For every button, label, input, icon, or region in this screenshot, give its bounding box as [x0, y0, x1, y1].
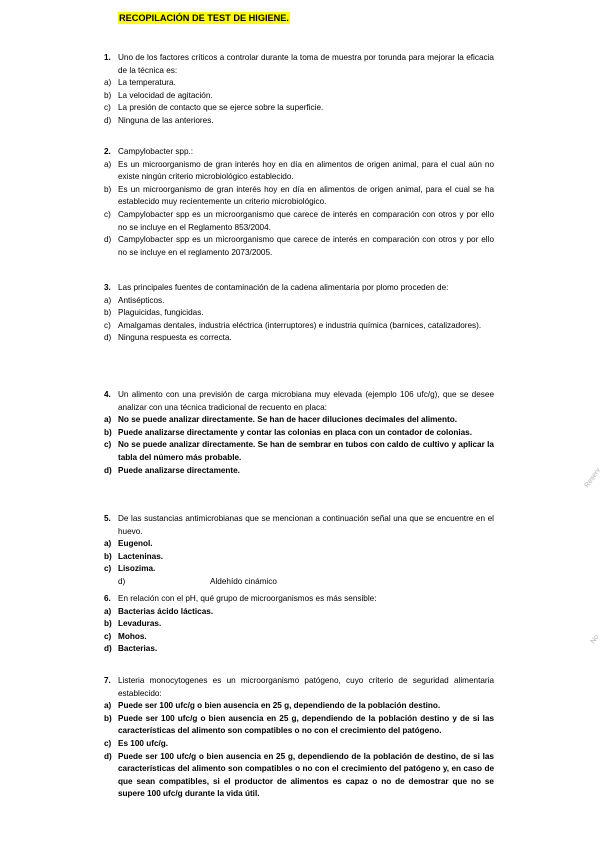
- option-letter: b): [104, 90, 112, 100]
- option-c: [104, 320, 494, 333]
- option-text: Campylobacter spp es un microorganismo que carece de interés en comparación con otros y por ello no se incluye en el Reglamento 853/2004.: [118, 209, 494, 232]
- option-letter: c): [104, 440, 112, 450]
- question-text: Listeria monocytogenes es un microorganismo patógeno, cuyo criterio de seguridad alimentaria establecido:: [118, 676, 494, 698]
- question-stem: [104, 675, 494, 700]
- watermark-text: Reserv: [583, 466, 603, 490]
- option-text: No se puede analizar directamente. Se han de hacer diluciones decimales del alimento.: [118, 415, 457, 425]
- option-text: Es un microorganismo de gran interés hoy en día en alimentos de origen animal, para el cual se ha establecido muy recientemente un criterio microbiológico.: [118, 184, 494, 207]
- question-4: [104, 389, 494, 477]
- question-stem: [104, 282, 494, 295]
- option-a: [104, 606, 494, 619]
- question-number: 6.: [104, 594, 111, 603]
- option-text: La temperatura.: [118, 78, 176, 88]
- question-text: Campylobacter spp.:: [118, 147, 194, 156]
- option-letter: a): [104, 78, 112, 88]
- option-text: La presión de contacto que se ejerce sobre la superficie.: [118, 103, 324, 113]
- option-letter: b): [104, 427, 112, 437]
- option-letter: b): [104, 551, 112, 561]
- question-stem: [104, 52, 494, 77]
- option-text: Levaduras.: [118, 619, 162, 629]
- option-c: [104, 738, 494, 751]
- option-d: [104, 751, 494, 801]
- option-text: Ninguna respuesta es correcta.: [118, 333, 232, 343]
- option-b: [104, 184, 494, 209]
- option-letter: a): [104, 701, 112, 711]
- option-b: [104, 551, 494, 564]
- option-c: [104, 631, 494, 644]
- option-text: Plaguicidas, fungicidas.: [118, 308, 204, 318]
- question-5: [104, 513, 494, 589]
- option-text: Lacteninas.: [118, 551, 164, 561]
- option-letter: a): [104, 606, 112, 616]
- option-letter: b): [104, 184, 112, 194]
- option-letter: a): [104, 159, 112, 169]
- option-d: [104, 115, 494, 128]
- option-a: [104, 295, 494, 308]
- option-a: [104, 159, 494, 184]
- question-text: Uno de los factores críticos a controlar durante la toma de muestra por torunda para mejorar la eficacia de la técnica es:: [118, 53, 494, 75]
- question-number: 4.: [104, 390, 111, 399]
- option-text: Campylobacter spp es un microorganismo que carece de interés en comparación con otros y por ello no se incluye en el reglamento 2073/2005.: [118, 235, 494, 257]
- question-3: [104, 282, 494, 345]
- option-text: Bacterias ácido lácticas.: [118, 606, 214, 616]
- question-text: En relación con el pH, qué grupo de microorganismos es más sensible:: [118, 594, 377, 603]
- question-1: [104, 52, 494, 128]
- option-letter: c): [104, 564, 112, 574]
- option-c: [104, 563, 494, 576]
- option-a: [104, 700, 494, 713]
- option-text: Puede ser 100 ufc/g o bien ausencia en 25 g, dependiendo de la población de destino, de si las características del alimento son compatibles o no con el crecimiento del patógeno y, en caso de que sean compatibles, si el productor de alimentos es capaz o no de demostrar que no se supere 100 ufc/g durante la vida útil.: [118, 751, 494, 799]
- question-2: [104, 146, 494, 259]
- option-text: Bacterias.: [118, 644, 158, 654]
- option-text: Lisozima.: [118, 564, 156, 574]
- option-b: [104, 90, 494, 103]
- option-c: [104, 209, 494, 234]
- option-b: [104, 618, 494, 631]
- option-letter: b): [104, 713, 112, 723]
- option-b: [104, 427, 494, 440]
- option-text: La velocidad de agitación.: [118, 90, 213, 100]
- option-a: [104, 414, 494, 427]
- question-number: 1.: [104, 53, 111, 62]
- option-text: No se puede analizar directamente. Se han de sembrar en tubos con caldo de cultivo y aplicar la tabla del número más probable.: [118, 440, 494, 462]
- option-letter: d): [118, 576, 126, 586]
- question-text: Las principales fuentes de contaminación de la cadena alimentaria por plomo proceden de:: [118, 283, 449, 292]
- option-letter: c): [104, 209, 111, 219]
- question-number: 3.: [104, 283, 111, 292]
- option-letter: a): [104, 539, 112, 549]
- option-a: [104, 538, 494, 551]
- option-letter: a): [104, 295, 112, 305]
- question-text: De las sustancias antimicrobianas que se mencionan a continuación señal una que se encuentre en el huevo.: [118, 514, 494, 536]
- option-text: Antisépticos.: [118, 295, 165, 305]
- option-letter: d): [104, 465, 112, 475]
- option-text: Puede analizarse directamente.: [118, 465, 240, 475]
- option-d: [104, 643, 494, 656]
- option-d: [104, 465, 494, 478]
- option-letter: b): [104, 308, 112, 318]
- option-text: Aldehído cinámico: [210, 576, 277, 586]
- question-stem: [104, 146, 494, 159]
- option-letter: b): [104, 619, 112, 629]
- question-stem: [104, 593, 494, 606]
- option-letter: d): [104, 644, 112, 654]
- option-letter: a): [104, 415, 112, 425]
- question-6: [104, 593, 494, 656]
- option-letter: d): [104, 333, 112, 343]
- option-text: Es 100 ufc/g.: [118, 738, 169, 748]
- option-a: [104, 77, 494, 90]
- option-text: Puede ser 100 ufc/g o bien ausencia en 25 g, dependiendo de la población destino y de si las características del alimento son compatibles o no con el crecimiento del patógeno.: [118, 713, 494, 736]
- option-text: Es un microorganismo de gran interés hoy en día en alimentos de origen animal, para el cual aún no existe ningún criterio microbiológico establecido.: [118, 159, 494, 182]
- option-letter: d): [104, 235, 112, 245]
- document-title: RECOPILACIÓN DE TEST DE HIGIENE.: [119, 13, 289, 23]
- option-d: [104, 332, 494, 345]
- option-text: Mohos.: [118, 631, 147, 641]
- question-7: [104, 675, 494, 801]
- option-text: Amalgamas dentales, industria eléctrica (interruptores) e industria química (barnices, catalizadores).: [118, 320, 482, 330]
- option-text: Puede analizarse directamente y contar las colonias en placa con un contador de colonias.: [118, 427, 472, 437]
- option-letter: d): [104, 751, 112, 761]
- question-text: Un alimento con una previsión de carga microbiana muy elevada (ejemplo 106 ufc/g), que se desee analizar con una técnica tradicional de recuento en placa:: [118, 390, 494, 412]
- option-b: [104, 713, 494, 738]
- option-letter: d): [104, 115, 112, 125]
- question-number: 2.: [104, 147, 111, 156]
- question-stem: [104, 513, 494, 538]
- option-text: Eugenol.: [118, 539, 153, 549]
- option-letter: c): [104, 320, 111, 330]
- option-d: [104, 576, 494, 589]
- option-c: [104, 439, 494, 464]
- watermark-text: No: [589, 633, 601, 646]
- option-letter: c): [104, 738, 112, 748]
- option-text: Ninguna de las anteriores.: [118, 115, 214, 125]
- question-number: 5.: [104, 514, 111, 523]
- question-number: 7.: [104, 676, 111, 685]
- option-letter: c): [104, 103, 111, 113]
- option-letter: c): [104, 631, 112, 641]
- option-c: [104, 102, 494, 115]
- option-d: [104, 234, 494, 259]
- question-stem: [104, 389, 494, 414]
- option-text: Puede ser 100 ufc/g o bien ausencia en 25 g, dependiendo de la población destino.: [118, 701, 441, 711]
- option-b: [104, 307, 494, 320]
